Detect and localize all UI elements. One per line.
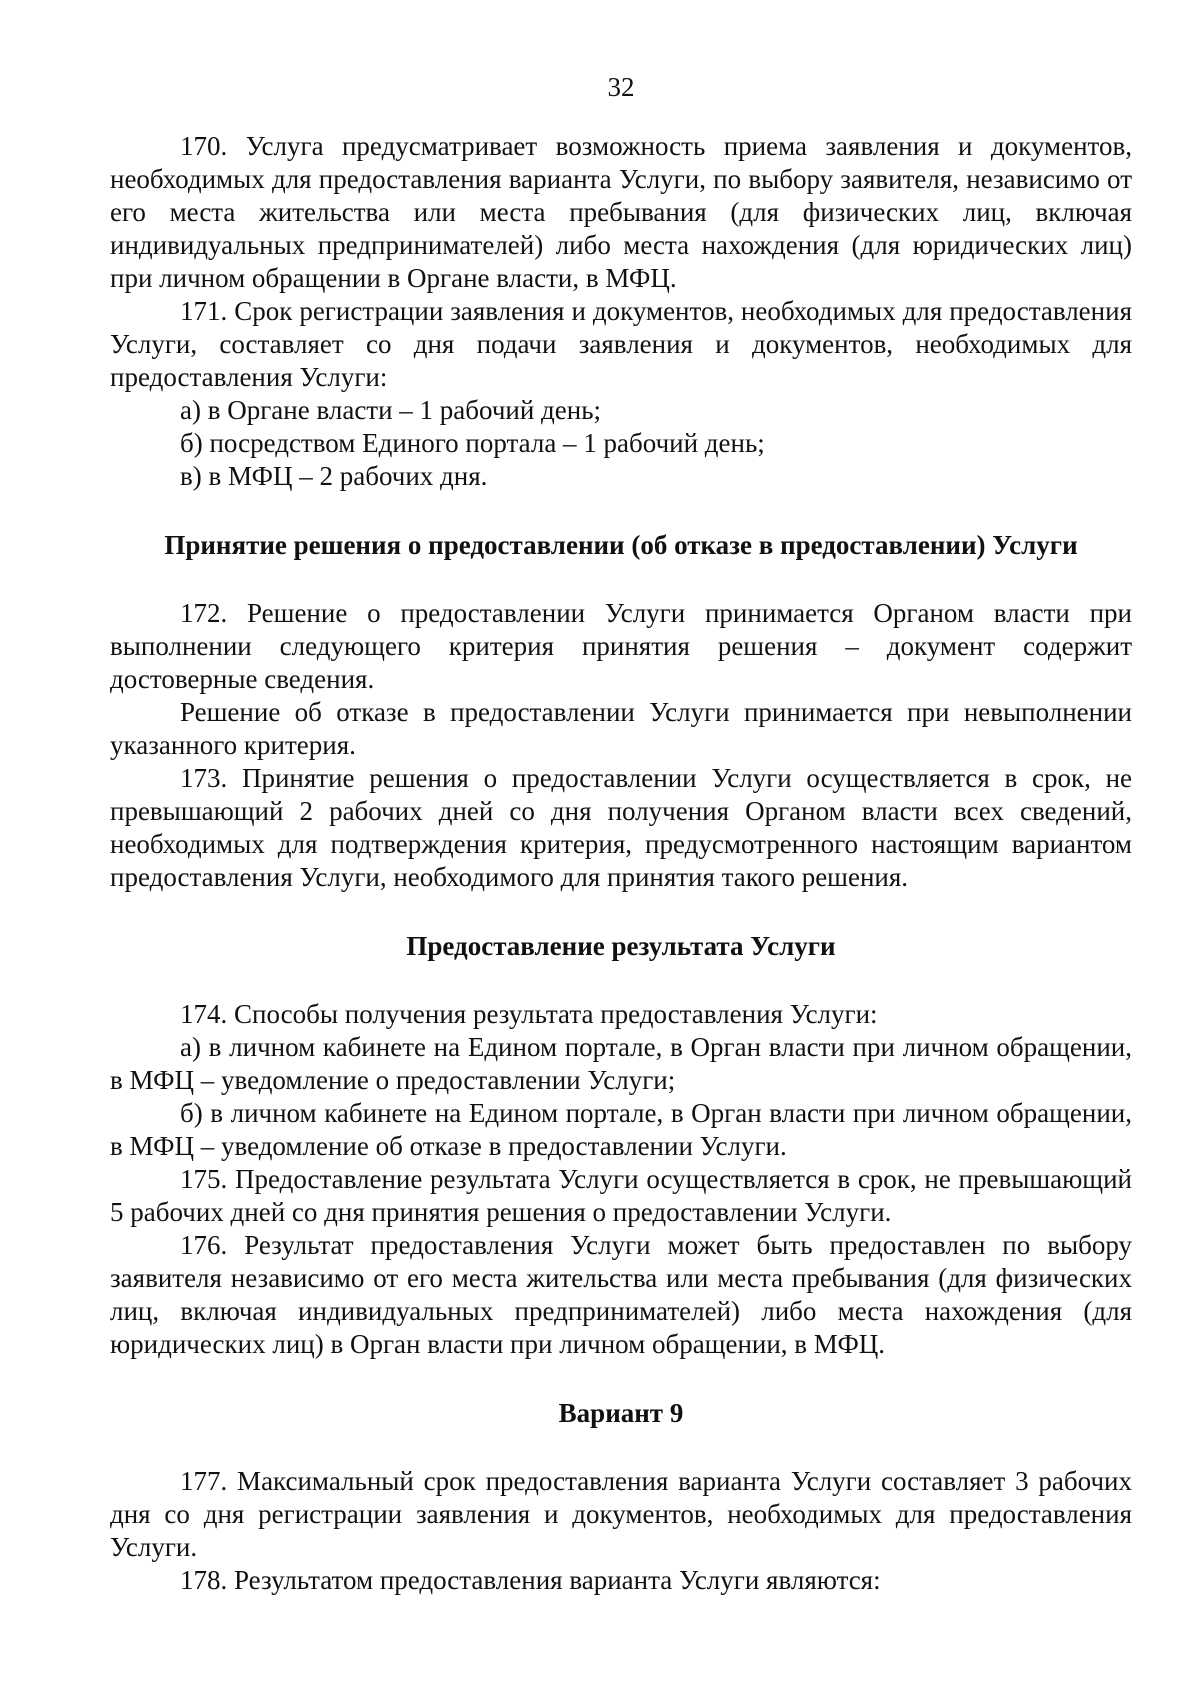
list-item-171-a: а) в Органе власти – 1 рабочий день; [180,395,602,425]
section-heading-result: Предоставление результата Услуги [406,931,836,961]
paragraph-175: 175. Предоставление результата Услуги осуществляется в срок, не превышающий 5 рабочих дней со дня принятия решения о предоставлении Услуги. [110,1164,1132,1227]
paragraph-178: 178. Результатом предоставления варианта Услуги являются: [180,1565,881,1595]
list-item-174-a: а) в личном кабинете на Едином портале, в Орган власти при личном обращении, в МФЦ – уведомление о предоставлении Услуги; [110,1032,1132,1095]
paragraph-171: 171. Срок регистрации заявления и документов, необходимых для предоставления Услуги, составляет со дня подачи заявления и документов, необходимых для предоставления Услуги: [110,296,1132,392]
section-heading-variant-9: Вариант 9 [558,1398,684,1428]
list-item-171-c: в) в МФЦ – 2 рабочих дня. [180,461,488,491]
paragraph-172-refusal: Решение об отказе в предоставлении Услуги принимается при невыполнении указанного критерия. [110,697,1132,760]
section-heading-decision: Принятие решения о предоставлении (об отказе в предоставлении) Услуги [164,530,1078,560]
paragraph-173: 173. Принятие решения о предоставлении Услуги осуществляется в срок, не превышающий 2 рабочих дней со дня получения Органом власти всех сведений, необходимых для подтверждения критерия, предусмотренного настоящим вариантом предоставления Услуги, необходимого для принятия такого решения. [110,763,1132,892]
page-number: 32 [607,72,635,102]
list-item-171-b: б) посредством Единого портала – 1 рабочий день; [180,428,765,458]
paragraph-170: 170. Услуга предусматривает возможность приема заявления и документов, необходимых для предоставления варианта Услуги, по выбору заявителя, независимо от его места жительства или места пребывания (для физических лиц, включая индивидуальных предпринимателей) либо места нахождения (для юридических лиц) при личном обращении в Органе власти, в МФЦ. [110,131,1132,293]
paragraph-174: 174. Способы получения результата предоставления Услуги: [180,999,878,1029]
paragraph-176: 176. Результат предоставления Услуги может быть предоставлен по выбору заявителя независимо от его места жительства или места пребывания (для физических лиц, включая индивидуальных предпринимателей) либо места нахождения (для юридических лиц) в Орган власти при личном обращении, в МФЦ. [110,1230,1132,1359]
list-item-174-b: б) в личном кабинете на Едином портале, в Орган власти при личном обращении, в МФЦ – уведомление об отказе в предоставлении Услуги. [110,1098,1132,1161]
paragraph-177: 177. Максимальный срок предоставления варианта Услуги составляет 3 рабочих дня со дня регистрации заявления и документов, необходимых для предоставления Услуги. [110,1466,1132,1562]
document-page [110,72,1132,1597]
paragraph-172: 172. Решение о предоставлении Услуги принимается Органом власти при выполнении следующего критерия принятия решения – документ содержит достоверные сведения. [110,598,1132,694]
